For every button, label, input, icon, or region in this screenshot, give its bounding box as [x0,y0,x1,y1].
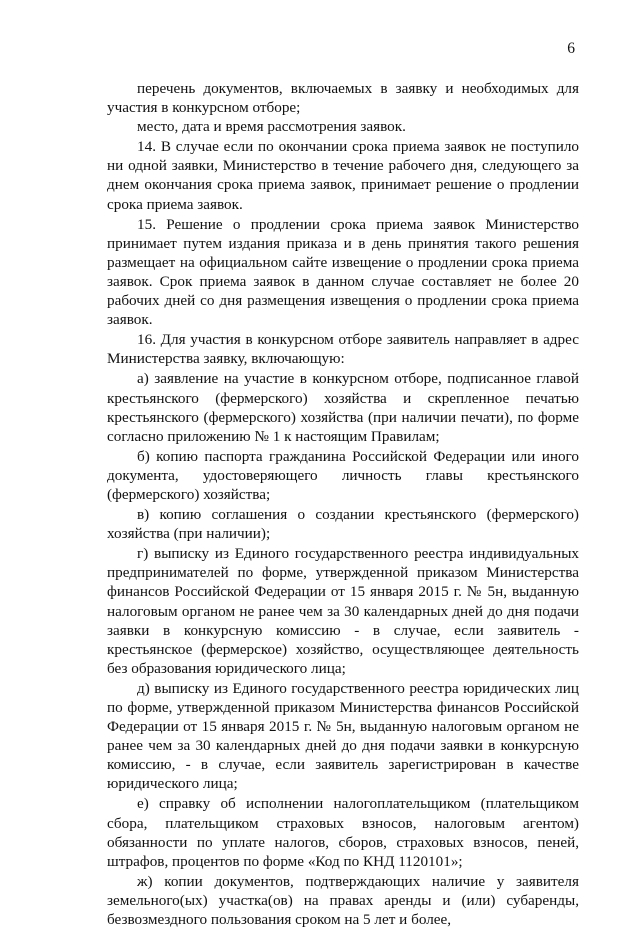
paragraph-place-date-time: место, дата и время рассмотрения заявок. [137,118,406,136]
list-item-a: а) заявление на участие в конкурсном отборе, подписанное главой крестьянского (фермерского) хозяйства и скрепленное печатью крестьянского (фермерского) хозяйства (при наличии печати), по форме согласно приложению № 1 к настоящим Правилам; [107,370,579,445]
paragraph-15: 15. Решение о продлении срока приема заявок Министерство принимает путем издания приказа и в день принятия такого решения размещает на официальном сайте извещение о продлении срока приема заявок. Срок приема заявок в данном случае составляет не более 20 рабочих дней со дня размещения извещения о продлении срока приема заявок. [107,215,579,329]
document-body [107,79,579,929]
list-item-e: е) справку об исполнении налогоплательщиком (плательщиком сбора, плательщиком страховых взносов, налоговым агентом) обязанности по уплате налогов, сборов, страховых взносов, пеней, штрафов, процентов по форме «Код по КНД 1120101»; [107,795,579,870]
paragraph-documents-list: перечень документов, включаемых в заявку и необходимых для участия в конкурсном отборе; [107,80,579,117]
paragraph-14: 14. В случае если по окончании срока приема заявок не поступило ни одной заявки, Министерство в течение рабочего дня, следующего за днем окончания срока приема заявок, принимает решение о продлении срока приема заявок. [107,138,579,213]
page-number: 6 [567,40,575,57]
list-item-g: г) выписку из Единого государственного реестра индивидуальных предпринимателей по форме, утвержденной приказом Министерства финансов Российской Федерации от 15 января 2015 г. № 5н, выданную налоговым органом не ранее чем за 30 календарных дней до дня подачи заявки в конкурсную комиссию - в случае, если заявитель - крестьянское (фермерское) хозяйство, осуществляющее деятельность без образования юридического лица; [107,545,579,677]
list-item-v: в) копию соглашения о создании крестьянского (фермерского) хозяйства (при наличии); [107,506,579,543]
list-item-d: д) выписку из Единого государственного реестра юридических лиц по форме, утвержденной приказом Министерства финансов Российской Федерации от 15 января 2015 г. № 5н, выданную налоговым органом не ранее чем за 30 календарных дней до дня подачи заявки в конкурсную комиссию, - в случае, если заявитель зарегистрирован в качестве юридического лица; [107,679,579,793]
paragraph-16: 16. Для участия в конкурсном отборе заявитель направляет в адрес Министерства заявку, включающую: [107,331,579,368]
list-item-b: б) копию паспорта гражданина Российской Федерации или иного документа, удостоверяющего личность главы крестьянского (фермерского) хозяйства; [107,447,579,503]
list-item-zh: ж) копии документов, подтверждающих наличие у заявителя земельного(ых) участка(ов) на правах аренды и (или) субаренды, безвозмездного пользования сроком на 5 лет и более, [107,872,579,929]
